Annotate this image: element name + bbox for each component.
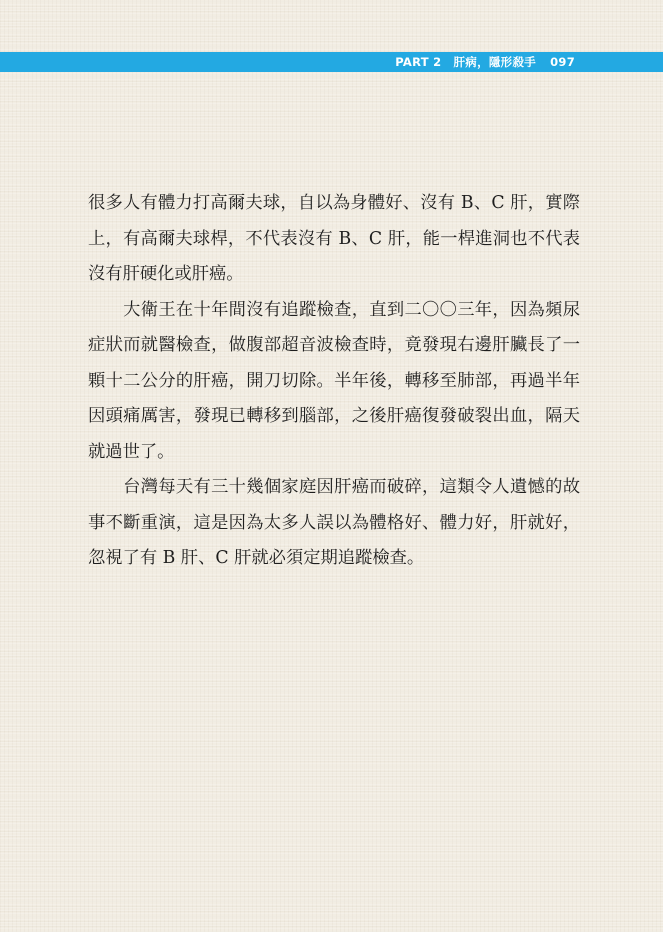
paragraph: 很多人有體力打高爾夫球，自以為身體好、沒有 B、C 肝，實際上，有高爾夫球桿，不代表沒有 B、C 肝，能一桿進洞也不代表沒有肝硬化或肝癌。 <box>88 193 580 284</box>
page-number: 097 <box>550 55 575 69</box>
part-label: PART 2 <box>395 55 442 69</box>
running-header <box>0 52 663 72</box>
paragraph: 台灣每天有三十幾個家庭因肝癌而破碎，這類令人遺憾的故事不斷重演，這是因為太多人誤以為體格好、體力好，肝就好，忽視了有 B 肝、C 肝就必須定期追蹤檢查。 <box>88 477 580 568</box>
paragraph: 大衛王在十年間沒有追蹤檢查，直到二〇〇三年，因為頻尿症狀而就醫檢查，做腹部超音波檢查時，竟發現右邊肝臟長了一顆十二公分的肝癌，開刀切除。半年後，轉移至肺部，再過半年因頭痛厲害，發現已轉移到腦部，之後肝癌復發破裂出血，隔天就過世了。 <box>88 299 580 462</box>
body-text <box>88 186 580 577</box>
chapter-title: 肝病，隱形殺手 <box>453 55 537 69</box>
